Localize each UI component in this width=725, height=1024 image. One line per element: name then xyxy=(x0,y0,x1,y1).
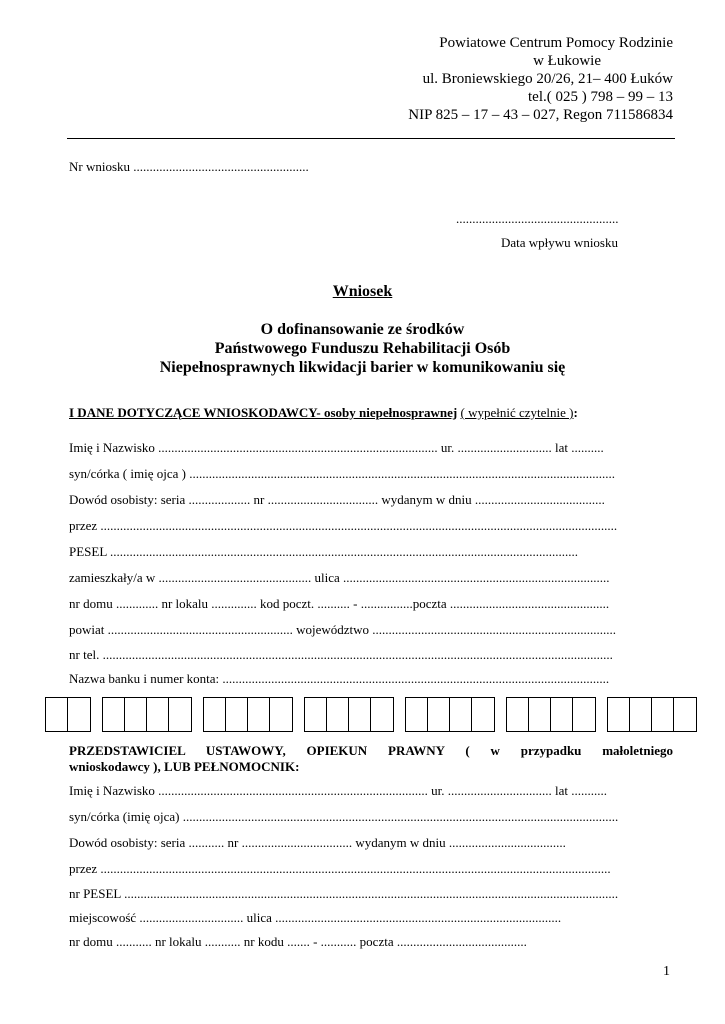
bank-digit-box[interactable] xyxy=(472,698,494,731)
section2-heading-line-2: wnioskodawcy ), LUB PEŁNOMOCNIK: xyxy=(69,759,300,774)
bank-digit-box[interactable] xyxy=(204,698,226,731)
bank-digit-box[interactable] xyxy=(371,698,393,731)
page-number: 1 xyxy=(663,964,670,979)
header-org-line-1: Powiatowe Centrum Pomocy Rodzinie xyxy=(439,35,673,51)
applicant-residence-field[interactable]: zamieszkały/a w ............................................... ulica .................................................................................. xyxy=(69,570,610,585)
applicant-father-name-field[interactable]: syn/córka ( imię ojca ) ................................................................................................................................... xyxy=(69,466,615,481)
bank-digit-box[interactable] xyxy=(270,698,292,731)
bank-digit-box[interactable] xyxy=(529,698,551,731)
representative-id-field[interactable]: Dowód osobisty: seria ........... nr .................................. wydanym w dniu .................................... xyxy=(69,835,566,850)
bank-digit-box[interactable] xyxy=(450,698,472,731)
bank-digit-box[interactable] xyxy=(674,698,696,731)
bank-digit-box[interactable] xyxy=(428,698,450,731)
bank-digit-box[interactable] xyxy=(103,698,125,731)
section1-heading-colon: : xyxy=(573,405,578,420)
document-subtitle-line-2: Państwowego Funduszu Rehabilitacji Osób xyxy=(214,340,511,357)
header-divider xyxy=(67,138,675,139)
representative-pesel-field[interactable]: nr PESEL ........................................................................................................................................................ xyxy=(69,886,619,901)
representative-father-name-field[interactable]: syn/córka (imię ojca) ...................................................................................................................................... xyxy=(69,809,619,824)
bank-digit-box[interactable] xyxy=(630,698,652,731)
section1-heading xyxy=(69,405,578,421)
applicant-id-field[interactable]: Dowód osobisty: seria ................... nr .................................. wydanym w dniu ........................................ xyxy=(69,492,605,507)
applicant-phone-field[interactable]: nr tel. ............................................................................................................................................................. xyxy=(69,647,613,662)
bank-digit-box[interactable] xyxy=(327,698,349,731)
bank-digit-box[interactable] xyxy=(305,698,327,731)
header-org-line-2: w Łukowie xyxy=(533,53,601,69)
bank-digit-group xyxy=(607,697,697,732)
header-org-line-4: tel.( 025 ) 798 – 99 – 13 xyxy=(528,89,673,105)
section2-heading-line-1: PRZEDSTAWICIEL USTAWOWY, OPIEKUN PRAWNY ( w przypadku małoletniego xyxy=(69,743,673,758)
bank-digit-box[interactable] xyxy=(652,698,674,731)
applicant-name-field[interactable]: Imię i Nazwisko ...................................................................................... ur. ............................. lat .......... xyxy=(69,440,604,455)
applicant-county-field[interactable]: powiat ......................................................... województwo ........................................................................... xyxy=(69,622,617,637)
bank-digit-box[interactable] xyxy=(248,698,270,731)
representative-address-field[interactable]: nr domu ........... nr lokalu ........... nr kodu ....... - ........... poczta ........................................ xyxy=(69,934,527,949)
applicant-bank-field[interactable]: Nazwa banku i numer konta: ....................................................................................................................... xyxy=(69,671,610,686)
bank-digit-box[interactable] xyxy=(125,698,147,731)
bank-digit-box[interactable] xyxy=(406,698,428,731)
bank-digit-group xyxy=(45,697,91,732)
bank-digit-group xyxy=(203,697,293,732)
bank-digit-box[interactable] xyxy=(507,698,529,731)
bank-digit-box[interactable] xyxy=(573,698,595,731)
bank-digit-box[interactable] xyxy=(147,698,169,731)
receipt-date-label: Data wpływu wniosku xyxy=(501,235,618,250)
representative-id-issuer-field[interactable]: przez ............................................................................................................................................................. xyxy=(69,861,611,876)
bank-digit-box[interactable] xyxy=(46,698,68,731)
applicant-id-issuer-field[interactable]: przez ............................................................................................................................................................... xyxy=(69,518,618,533)
header-org-line-5: NIP 825 – 17 – 43 – 027, Regon 711586834 xyxy=(408,107,673,123)
bank-digit-box[interactable] xyxy=(608,698,630,731)
bank-digit-box[interactable] xyxy=(169,698,191,731)
bank-digit-group xyxy=(102,697,192,732)
document-subtitle-line-3: Niepełnosprawnych likwidacji barier w komunikowaniu się xyxy=(159,359,566,376)
receipt-date-field[interactable]: .................................................. xyxy=(456,211,619,226)
header-org-line-3: ul. Broniewskiego 20/26, 21– 400 Łuków xyxy=(422,71,673,87)
document-subtitle-line-1: O dofinansowanie ze środków xyxy=(260,321,465,338)
applicant-address-field[interactable]: nr domu ............. nr lokalu .............. kod poczt. .......... - ................poczta ................................................. xyxy=(69,596,610,611)
bank-digit-group xyxy=(506,697,596,732)
section1-heading-note: ( wypełnić czytelnie ) xyxy=(460,405,574,420)
bank-digit-box[interactable] xyxy=(551,698,573,731)
applicant-pesel-field[interactable]: PESEL ................................................................................................................................................ xyxy=(69,544,579,559)
bank-digit-box[interactable] xyxy=(68,698,90,731)
document-title: Wniosek xyxy=(332,283,393,300)
bank-digit-box[interactable] xyxy=(226,698,248,731)
bank-digit-group xyxy=(304,697,394,732)
representative-name-field[interactable]: Imię i Nazwisko ................................................................................... ur. ................................ lat ........... xyxy=(69,783,608,798)
section1-heading-main: I DANE DOTYCZĄCE WNIOSKODAWCY- osoby niepełnosprawnej xyxy=(69,405,458,420)
bank-digit-group xyxy=(405,697,495,732)
application-number-field[interactable]: Nr wniosku ...................................................... xyxy=(69,159,309,174)
bank-digit-box[interactable] xyxy=(349,698,371,731)
representative-locality-field[interactable]: miejscowość ................................ ulica ........................................................................................ xyxy=(69,910,562,925)
